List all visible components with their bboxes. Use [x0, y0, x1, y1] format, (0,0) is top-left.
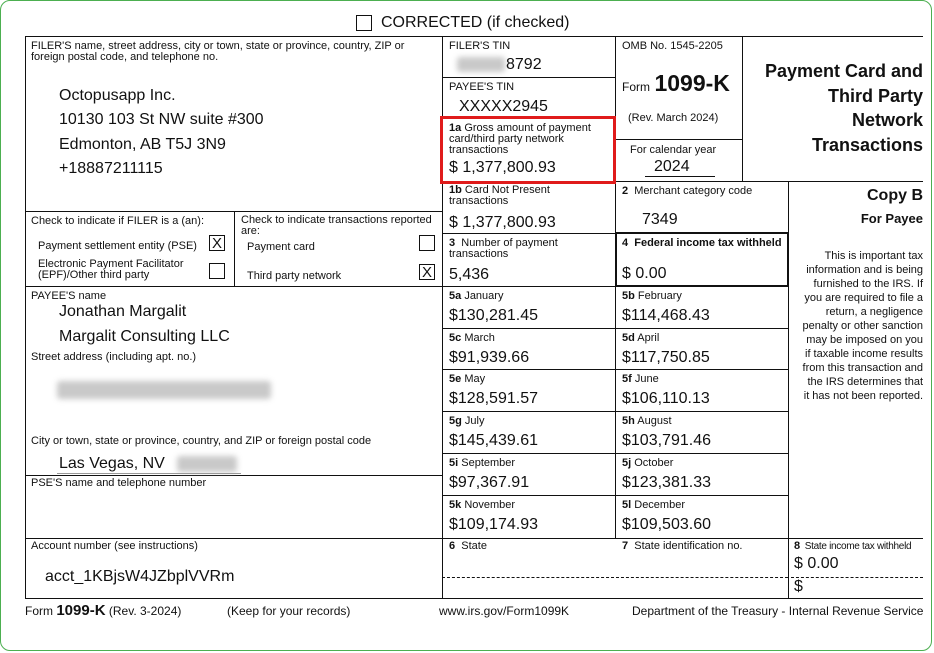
- box-8-value: $ 0.00: [794, 555, 839, 572]
- pse-checkbox[interactable]: X: [209, 235, 225, 251]
- account-number: acct_1KBjsW4JZbplVVRm: [45, 568, 235, 585]
- box-1a-value: $ 1,377,800.93: [449, 159, 556, 176]
- form-heading: Payment Card and Third Party Network Transactions: [764, 61, 923, 155]
- month-label-5g: 5g July: [449, 415, 485, 427]
- payee-name: Jonathan Margalit: [59, 303, 187, 320]
- omb-number: OMB No. 1545-2205: [622, 40, 723, 52]
- payee-tin-value: XXXXX2945: [459, 98, 548, 115]
- for-payee-label: For Payee: [860, 211, 923, 226]
- filer-tin-label: FILER'S TIN: [449, 40, 511, 52]
- month-value-5g: $145,439.61: [449, 432, 538, 449]
- footer-keep: (Keep for your records): [227, 604, 351, 618]
- footer-department: Department of the Treasury - Internal Revenue Service: [632, 604, 924, 618]
- month-value-5i: $97,367.91: [449, 474, 530, 491]
- month-label-5b: 5b February: [622, 290, 682, 302]
- month-label-5j: 5j October: [622, 457, 674, 469]
- filer-name: Octopusapp Inc.: [59, 87, 176, 104]
- payee-name-label: PAYEE'S name: [31, 290, 107, 302]
- footer-form-name: Form 1099-K (Rev. 3-2024): [25, 602, 182, 619]
- month-value-5j: $123,381.33: [622, 474, 711, 491]
- box-1b-value: $ 1,377,800.93: [449, 214, 556, 231]
- payment-card-checkbox[interactable]: [419, 235, 435, 251]
- box-3-value: 5,436: [449, 266, 490, 283]
- month-label-5h: 5h August: [622, 415, 672, 427]
- month-value-5c: $91,939.66: [449, 349, 530, 366]
- filer-tin-value: 8792: [506, 56, 542, 73]
- epf-checkbox[interactable]: [209, 263, 225, 279]
- form-revision: (Rev. March 2024): [628, 112, 719, 124]
- corrected-checkbox[interactable]: [356, 15, 372, 31]
- redacted-street-address: [57, 381, 271, 399]
- street-address-label: Street address (including apt. no.): [31, 351, 197, 363]
- month-value-5h: $103,791.46: [622, 432, 711, 449]
- form-title: Form 1099-K: [622, 70, 730, 96]
- box-1a-label: 1a Gross amount of payment card/third party network transactions: [449, 122, 591, 156]
- redacted-zip: [177, 456, 237, 472]
- box-2-label: 2 Merchant category code: [622, 185, 753, 197]
- footer-url[interactable]: www.irs.gov/Form1099K: [439, 604, 570, 618]
- payee-tin-label: PAYEE'S TIN: [449, 81, 515, 93]
- box-4-value: $ 0.00: [622, 265, 667, 282]
- payee-business: Margalit Consulting LLC: [59, 328, 230, 345]
- month-value-5e: $128,591.57: [449, 390, 538, 407]
- redacted-tin-prefix: [457, 57, 505, 72]
- month-label-5d: 5d April: [622, 332, 660, 344]
- calendar-year: 2024: [654, 158, 690, 175]
- box-8-label: 8 State income tax withheld: [794, 540, 912, 552]
- epf-label: Electronic Payment Facilitator (EPF)/Other third party: [38, 258, 184, 281]
- copy-b-label: Copy B: [867, 187, 923, 204]
- box-3-label: 3 Number of payment transactions: [449, 237, 558, 260]
- copy-b-notice: This is important tax information and is being furnished to the IRS. If you are required to file a return, a negligence penalty or other sanction may be imposed on you if taxable income results from this transaction and the IRS determines that it has not been reported.: [802, 250, 923, 402]
- month-label-5e: 5e May: [449, 373, 486, 385]
- box-1b-label: 1b Card Not Present transactions: [449, 184, 550, 207]
- box-7-label: 7 State identification no.: [622, 540, 743, 552]
- month-label-5c: 5c March: [449, 332, 495, 344]
- month-label-5f: 5f June: [622, 373, 659, 385]
- month-label-5a: 5a January: [449, 290, 504, 302]
- calendar-year-label: For calendar year: [630, 144, 717, 156]
- box-8-currency-2: $: [794, 578, 803, 595]
- month-value-5b: $114,468.43: [622, 307, 710, 324]
- third-party-network-checkbox[interactable]: X: [419, 264, 435, 280]
- payment-card-label: Payment card: [247, 241, 315, 253]
- month-value-5d: $117,750.85: [622, 349, 710, 366]
- box-4-label: 4 Federal income tax withheld: [622, 237, 782, 249]
- filer-phone: +18887211115: [59, 160, 163, 177]
- month-value-5f: $106,110.13: [622, 390, 710, 407]
- month-label-5k: 5k November: [449, 499, 516, 511]
- filer-type-label: Check to indicate if FILER is a (an):: [31, 215, 205, 227]
- month-value-5a: $130,281.45: [449, 307, 538, 324]
- box-2-value: 7349: [642, 211, 678, 228]
- tx-type-label: Check to indicate transactions reported are:: [241, 214, 432, 237]
- month-value-5k: $109,174.93: [449, 516, 538, 533]
- box-6-label: 6 State: [449, 540, 487, 552]
- payee-city: Las Vegas, NV: [59, 455, 165, 472]
- corrected-label: CORRECTED (if checked): [381, 14, 570, 31]
- pse-name-label: PSE'S name and telephone number: [31, 477, 207, 489]
- pse-label: Payment settlement entity (PSE): [38, 240, 197, 252]
- filer-info-label: FILER'S name, street address, city or town, state or province, country, ZIP or foreign postal code, and telephone no.: [31, 40, 405, 63]
- month-label-5i: 5i September: [449, 457, 516, 469]
- filer-city: Edmonton, AB T5J 3N9: [59, 136, 226, 153]
- third-party-network-label: Third party network: [247, 270, 342, 282]
- month-label-5l: 5l December: [622, 499, 685, 511]
- account-number-label: Account number (see instructions): [31, 540, 198, 552]
- city-label: City or town, state or province, country, and ZIP or foreign postal code: [31, 435, 372, 447]
- month-value-5l: $109,503.60: [622, 516, 711, 533]
- filer-street: 10130 103 St NW suite #300: [59, 111, 264, 128]
